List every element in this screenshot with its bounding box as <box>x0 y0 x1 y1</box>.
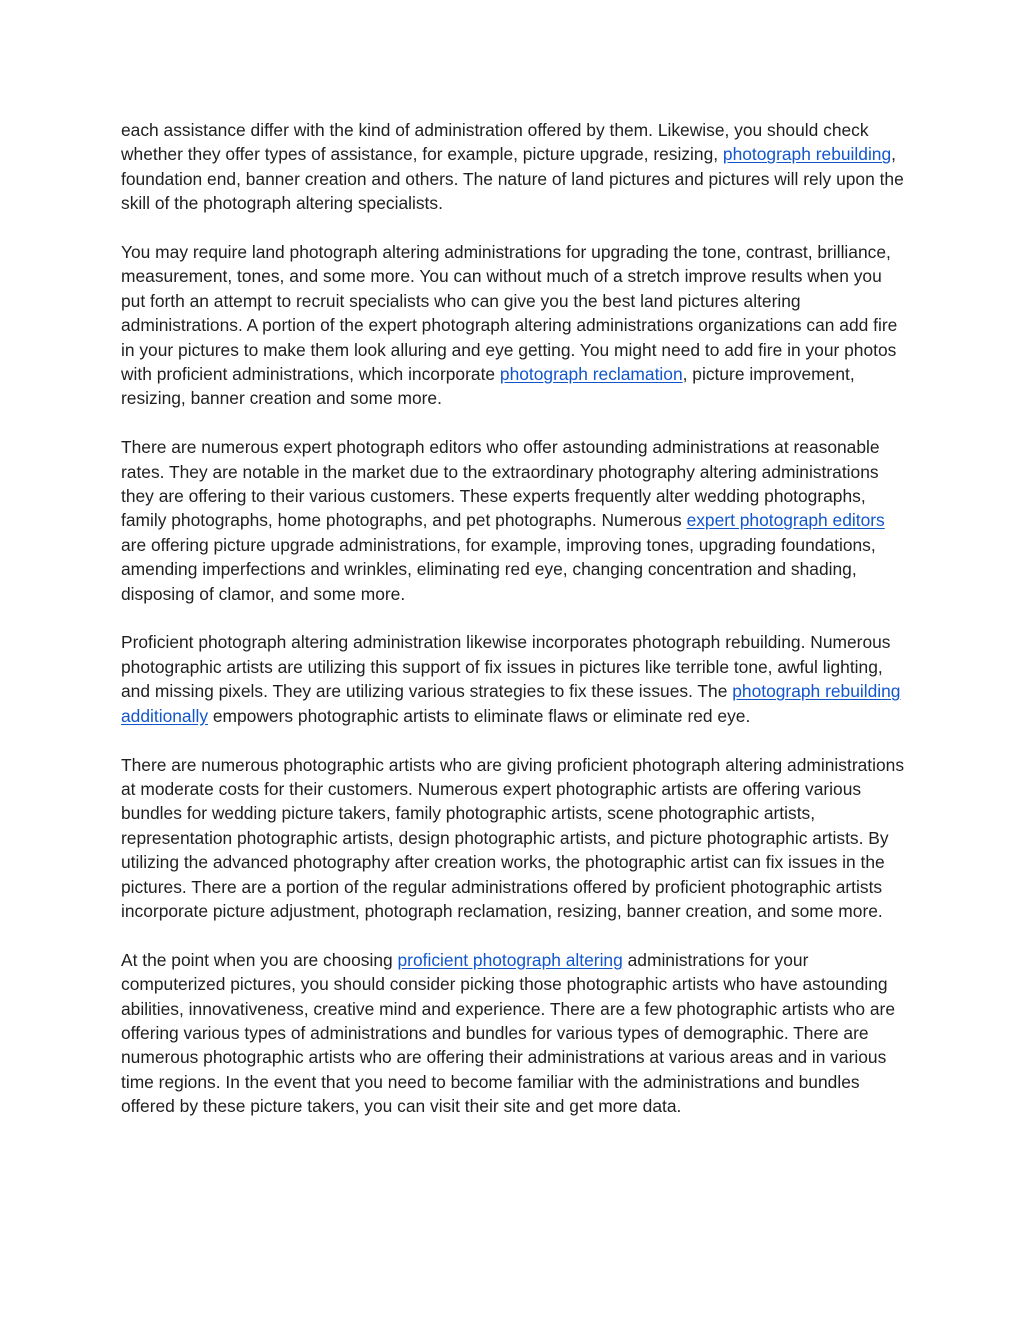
paragraph-6 <box>121 948 905 1119</box>
paragraph-4-text-1: Proficient photograph altering administration likewise incorporates photograph rebuilding. Numerous photographic artists are utilizing this support of fix issues in pictures like terrible tone, awful lighting, and missing pixels. They are utilizing various strategies to fix these issues. The <box>121 632 891 702</box>
link-photograph-reclamation[interactable]: photograph reclamation <box>499 364 683 385</box>
paragraph-2-text-2: , picture improvement, resizing, banner creation and some more. <box>121 364 855 409</box>
paragraph-6-text-1: At the point when you are choosing <box>121 949 398 970</box>
paragraph-5-text-1: There are numerous photographic artists who are giving proficient photograph altering administrations at moderate costs for their customers. Numerous expert photographic artists are offering various bundles for wedding picture takers, family photographic artists, scene photographic artists, representation photographic artists, design photographic artists, and picture photographic artists. By utilizing the advanced photography after creation works, the photographic artist can fix issues in the pictures. There are a portion of the regular administrations offered by proficient photographic artists incorporate picture adjustment, photograph reclamation, resizing, banner creation, and some more. <box>121 754 905 921</box>
link-photograph-rebuilding-additionally[interactable]: photograph rebuilding additionally <box>121 681 901 726</box>
paragraph-3-text-2: are offering picture upgrade administrations, for example, improving tones, upgrading foundations, amending imperfections and wrinkles, eliminating red eye, changing concentration and shading, disposing of clamor, and some more. <box>121 534 876 604</box>
link-photograph-rebuilding[interactable]: photograph rebuilding <box>722 144 892 165</box>
paragraph-2 <box>121 240 905 411</box>
paragraph-4-text-2: empowers photographic artists to eliminate flaws or eliminate red eye. <box>208 705 751 726</box>
paragraph-5 <box>121 753 905 924</box>
paragraph-2-text-1: You may require land photograph altering administrations for upgrading the tone, contrast, brilliance, measurement, tones, and some more. You can without much of a stretch improve results when you put forth an attempt to recruit specialists who can give you the best land pictures altering administrations. A portion of the expert photograph altering administrations organizations can add fire in your pictures to make them look alluring and eye getting. You might need to add fire in your photos with proficient administrations, which incorporate <box>121 242 898 385</box>
paragraph-1 <box>121 118 905 216</box>
paragraph-3 <box>121 435 905 606</box>
paragraph-3-text-1: There are numerous expert photograph editors who offer astounding administrations at reasonable rates. They are notable in the market due to the extraordinary photography altering administrations they are offering to their various customers. These experts frequently alter wedding photographs, family photographs, home photographs, and pet photographs. Numerous <box>121 437 880 531</box>
paragraph-4 <box>121 630 905 728</box>
link-expert-photograph-editors[interactable]: expert photograph editors <box>686 510 885 531</box>
paragraph-1-text-1: each assistance differ with the kind of administration offered by them. Likewise, you should check whether they offer types of assistance, for example, picture upgrade, resizing, <box>121 120 869 165</box>
link-proficient-photograph-altering[interactable]: proficient photograph altering <box>397 949 623 970</box>
paragraph-1-text-2: , foundation end, banner creation and others. The nature of land pictures and pictures will rely upon the skill of the photograph altering specialists. <box>121 144 904 214</box>
document-body <box>121 118 905 1119</box>
paragraph-6-text-2: administrations for your computerized pictures, you should consider picking those photographic artists who have astounding abilities, innovativeness, creative mind and experience. There are a few photographic artists who are offering various types of administrations and bundles for various types of demographic. There are numerous photographic artists who are offering their administrations at various areas and in various time regions. In the event that you need to become familiar with the administrations and bundles offered by these picture takers, you can visit their site and get more data. <box>121 949 895 1117</box>
